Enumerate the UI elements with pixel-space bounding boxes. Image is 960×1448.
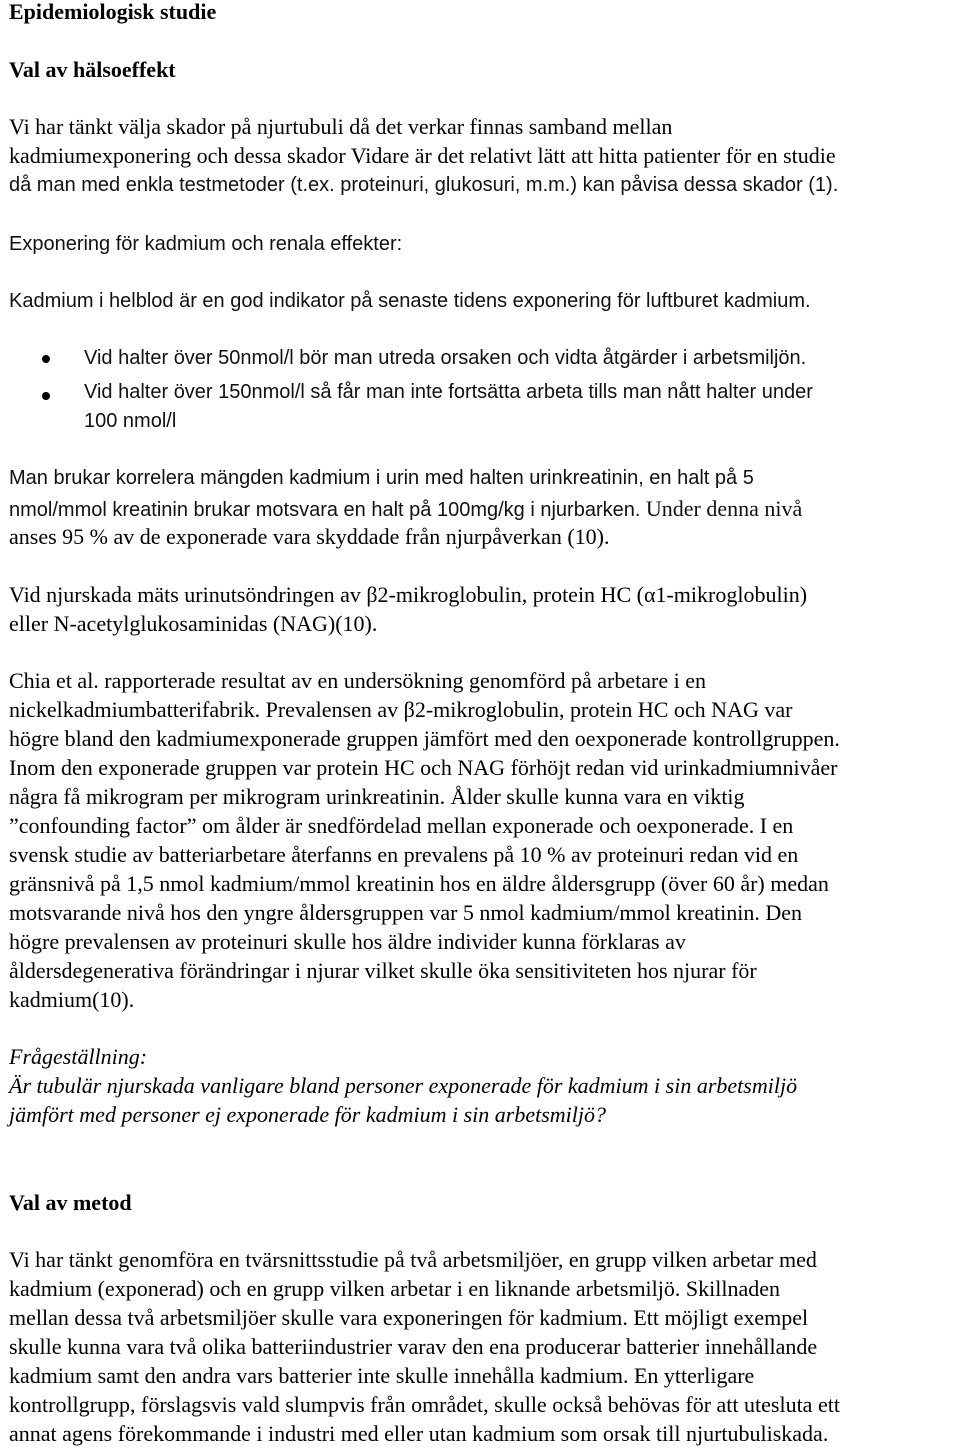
chia-line: åldersdegenerativa förändringar i njurar vilket skulle öka sensitiviteten hos njurar för: [9, 958, 757, 983]
bullet-item-150: Vid halter över 150nmol/l så får man inte fortsätta arbeta tills man nått halter under: [84, 381, 813, 403]
question-line: jämfört med personer ej exponerade för kadmium i sin arbetsmiljö?: [9, 1102, 606, 1127]
chia-line: kadmium(10).: [9, 987, 135, 1012]
intro-line: kadmiumexponering och dessa skador Vidare är det relativt lätt att hitta patienter för en studie: [9, 143, 836, 168]
chia-line: ”confounding factor” om ålder är snedfördelad mellan exponerade och oexponerade. I en: [9, 813, 794, 838]
chia-line: Chia et al. rapporterade resultat av en undersökning genomförd på arbetare i en: [9, 668, 706, 693]
urine-line: anses 95 % av de exponerade vara skyddade från njurpåverkan (10).: [9, 524, 610, 549]
method-line: kadmium (exponerad) och en grupp vilken arbetar i en liknande arbetsmiljö. Skillnaden: [9, 1276, 780, 1301]
blood-indicator-line: Kadmium i helblod är en god indikator på senaste tidens exponering för luftburet kadmium.: [9, 290, 811, 312]
method-line: mellan dessa två arbetsmiljöer skulle vara exponeringen för kadmium. Ett möjligt exempel: [9, 1305, 809, 1330]
method-line: kadmium samt den andra vars batterier inte skulle innehålla kadmium. En ytterligare: [9, 1363, 755, 1388]
bullet-icon: [42, 355, 50, 363]
bullet-item-50: Vid halter över 50nmol/l bör man utreda orsaken och vidta åtgärder i arbetsmiljön.: [84, 347, 807, 369]
chia-line: motsvarande nivå hos den yngre åldersgruppen var 5 nmol kadmium/mmol kreatinin. Den: [9, 900, 803, 925]
question-label: Frågeställning:: [9, 1044, 148, 1069]
chia-line: gränsnivå på 1,5 nmol kadmium/mmol kreatinin hos en äldre åldersgrupp (över 60 år) medan: [9, 871, 829, 896]
section-heading-method: Val av metod: [9, 1190, 132, 1215]
bullet-icon: [42, 392, 50, 400]
method-line: Vi har tänkt genomföra en tvärsnittsstudie på två arbetsmiljöer, en grupp vilken arbetar med: [9, 1247, 817, 1272]
exposure-subheading: Exponering för kadmium och renala effekter:: [9, 233, 403, 255]
measure-line: eller N-acetylglukosaminidas (NAG)(10).: [9, 611, 378, 636]
intro-line: Vi har tänkt välja skador på njurtubuli då det verkar finnas samband mellan: [9, 114, 673, 139]
chia-line: nickelkadmiumbatterifabrik. Prevalensen av β2-mikroglobulin, protein HC och NAG var: [9, 697, 793, 722]
question-line: Är tubulär njurskada vanligare bland personer exponerade för kadmium i sin arbetsmiljö: [9, 1073, 798, 1098]
urine-line: nmol/mmol kreatinin brukar motsvara en halt på 100mg/kg i njurbarken. Under denna nivå: [9, 496, 803, 521]
method-line: kontrollgrupp, förslagsvis vald slumpvis från området, skulle också behövas för att utesluta ett: [9, 1392, 840, 1417]
urine-line: Man brukar korrelera mängden kadmium i urin med halten urinkreatinin, en halt på 5: [9, 467, 754, 489]
intro-line: då man med enkla testmetoder (t.ex. proteinuri, glukosuri, m.m.) kan påvisa dessa skador (1).: [9, 174, 839, 196]
section-heading-health-effect: Val av hälsoeffekt: [9, 57, 176, 82]
method-line: skulle kunna vara två olika batteriindustrier varav den ena producerar batterier innehållande: [9, 1334, 818, 1359]
measure-line: Vid njurskada mäts urinutsöndringen av β2-mikroglobulin, protein HC (α1-mikroglobulin): [9, 582, 808, 607]
chia-line: högre bland den kadmiumexponerade gruppen jämfört med den oexponerade kontrollgruppen.: [9, 726, 840, 751]
bullet-item-150-cont: 100 nmol/l: [84, 410, 177, 432]
chia-line: högre prevalensen av proteinuri skulle hos äldre individer kunna förklaras av: [9, 929, 686, 954]
chia-line: några få mikrogram per mikrogram urinkreatinin. Ålder skulle kunna vara en viktig: [9, 784, 745, 809]
document-title: Epidemiologisk studie: [9, 0, 217, 24]
method-line: annat agens förekommande i industri med eller utan kadmium som orsak till njurtubuliskada.: [9, 1421, 829, 1446]
chia-line: Inom den exponerade gruppen var protein HC och NAG förhöjt redan vid urinkadmiumnivåer: [9, 755, 838, 780]
chia-line: svensk studie av batteriarbetare återfanns en prevalens på 10 % av proteinuri redan vid en: [9, 842, 799, 867]
